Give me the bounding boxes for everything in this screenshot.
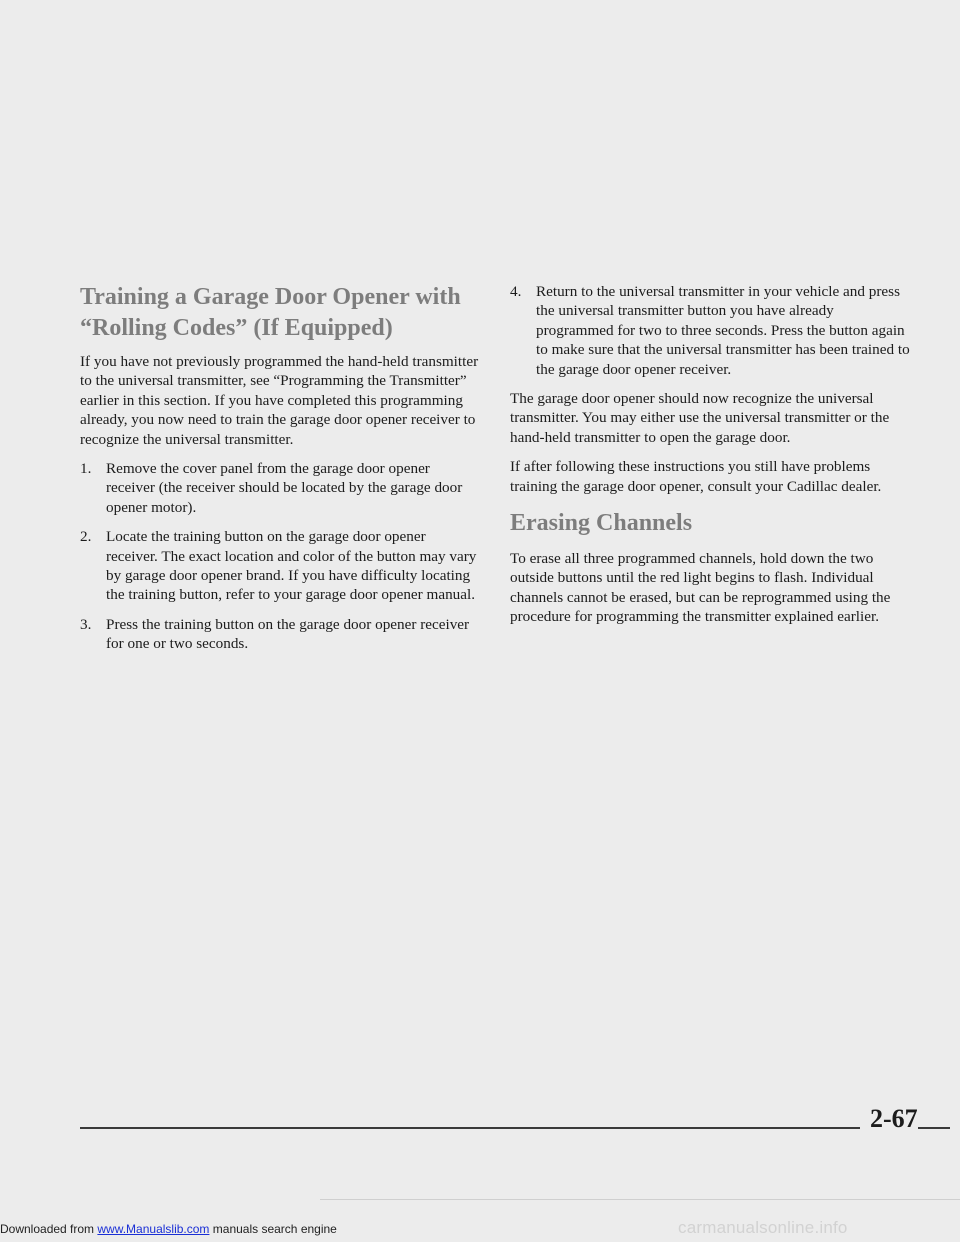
footer-rule <box>80 1127 950 1129</box>
faint-rule <box>320 1199 960 1200</box>
footer-suffix: manuals search engine <box>209 1222 337 1236</box>
section-title-erasing: Erasing Channels <box>510 510 693 537</box>
download-footer <box>0 1222 337 1236</box>
step-item <box>80 527 480 605</box>
section-title-rolling-codes: Training a Garage Door Opener with “Rolling Codes” (If Equipped) <box>80 284 461 341</box>
footer-prefix: Downloaded from <box>0 1222 98 1236</box>
step-number: 2. <box>80 528 92 546</box>
step-item <box>80 459 480 517</box>
intro-paragraph: If you have not previously programmed the hand-held transmitter to the universal transmitter, see “Programming the Transmitter” earlier in this section. If you have completed this programming already, you now need to train the garage door opener receiver to recognize the universal transmitter. <box>80 353 479 448</box>
left-column <box>80 282 480 664</box>
step-text: Return to the universal transmitter in your vehicle and press the universal transmitter button you have already programmed for two to three seconds. Press the button again to make sure that the universal transmitter has been trained to the garage door opener receiver. <box>536 283 910 378</box>
recognize-paragraph: The garage door opener should now recognize the universal transmitter. You may either use the universal transmitter or the hand-held transmitter to open the garage door. <box>510 390 890 446</box>
steps-list <box>80 459 480 654</box>
page-number: 2-67 <box>860 1104 918 1134</box>
step-text: Remove the cover panel from the garage door opener receiver (the receiver should be located by the garage door opener motor). <box>106 460 463 516</box>
step-text: Locate the training button on the garage door opener receiver. The exact location and color of the button may vary by garage door opener brand. If you have difficulty locating the training button, refer to your garage door opener manual. <box>106 528 477 604</box>
dealer-paragraph: If after following these instructions you still have problems training the garage door opener, consult your Cadillac dealer. <box>510 458 882 495</box>
site-watermark: carmanualsonline.info <box>678 1218 848 1237</box>
step-item <box>510 282 910 379</box>
step-number: 1. <box>80 460 92 478</box>
step-number: 4. <box>510 283 522 300</box>
manualslib-link[interactable]: www.Manualslib.com <box>97 1222 210 1236</box>
erase-paragraph: To erase all three programmed channels, hold down the two outside buttons until the red light begins to flash. Individual channels cannot be erased, but can be reprogrammed using the procedure for programming the transmitter explained earlier. <box>510 550 891 626</box>
step-text: Press the training button on the garage door opener receiver for one or two seconds. <box>106 615 470 653</box>
step-item <box>80 615 480 654</box>
right-column <box>510 282 910 637</box>
steps-list-continued <box>510 282 910 379</box>
step-number: 3. <box>80 615 92 633</box>
